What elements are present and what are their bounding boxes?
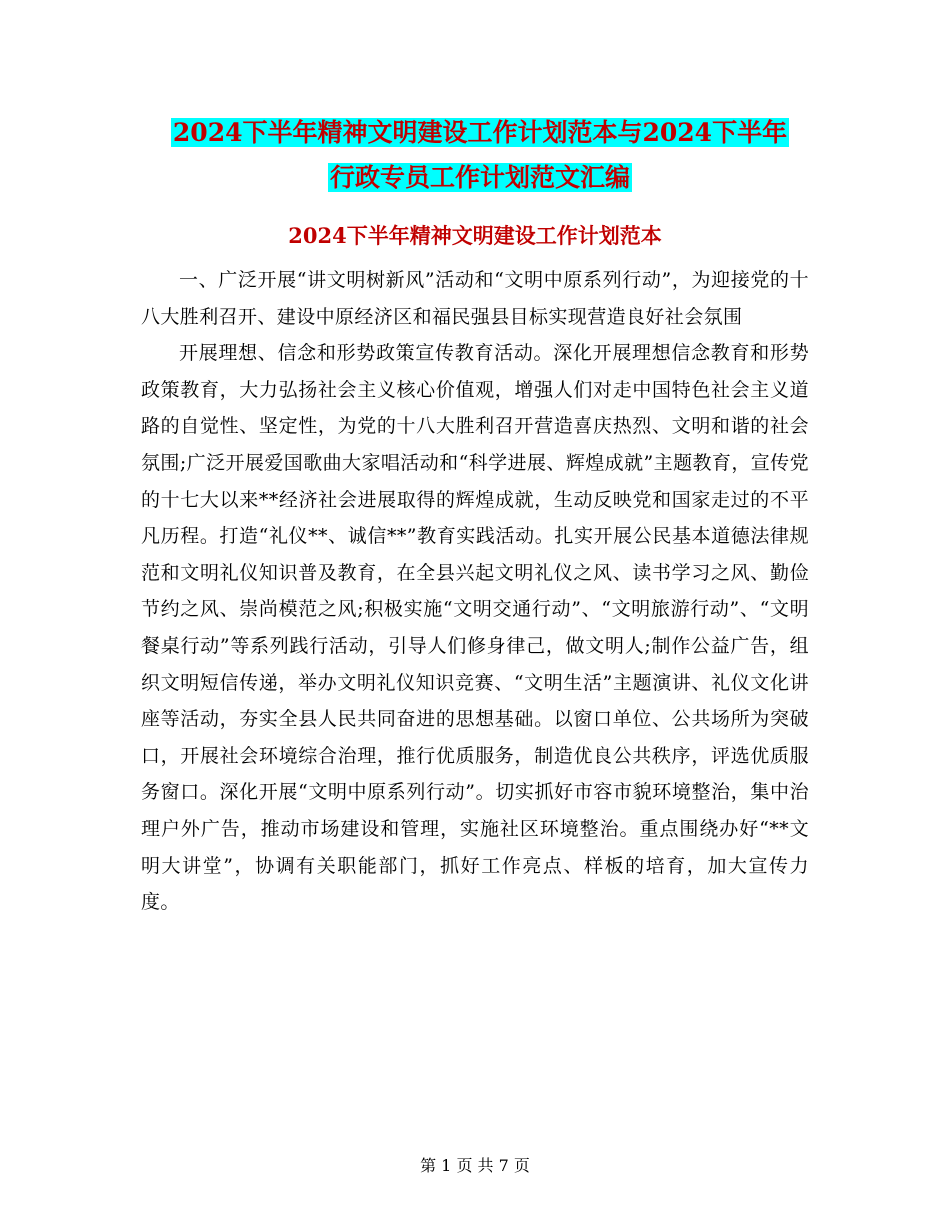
document-title (130, 110, 830, 200)
document-body (141, 262, 809, 921)
paragraph-2: 开展理想、信念和形势政策宣传教育活动。深化开展理想信念教育和形势政策教育，大力弘扬社会主义核心价值观，增强人们对走中国特色社会主义道路的自觉性、坚定性，为党的十八大胜利召开营造喜庆热烈、文明和谐的社会氛围;广泛开展爱国歌曲大家唱活动和“科学进展、辉煌成就”主题教育，宣传党的十七大以来**经济社会进展取得的辉煌成就，生动反映党和国家走过的不平凡历程。打造“礼仪**、诚信**”教育实践活动。扎实开展公民基本道德法律规范和文明礼仪知识普及教育，在全县兴起文明礼仪之风、读书学习之风、勤俭节约之风、崇尚模范之风;积极实施“文明交通行动”、“文明旅游行动”、“文明餐桌行动”等系列践行活动，引导人们修身律己，做文明人;制作公益广告，组织文明短信传递，举办文明礼仪知识竞赛、“文明生活”主题演讲、礼仪文化讲座等活动，夯实全县人民共同奋进的思想基础。以窗口单位、公共场所为突破口，开展社会环境综合治理，推行优质服务，制造优良公共秩序，评选优质服务窗口。深化开展“文明中原系列行动”。切实抓好市容市貌环境整治，集中治理户外广告，推动市场建设和管理，实施社区环境整治。重点围绕办好“**文明大讲堂”，协调有关职能部门，抓好工作亮点、样板的培育，加大宣传力度。 (141, 342, 809, 914)
section-title: 2024下半年精神文明建设工作计划范本 (288, 223, 662, 248)
document-title-line-1: 2024下半年精神文明建设工作计划范本与2024下半年 (172, 118, 788, 147)
paragraph-1: 一、广泛开展“讲文明树新风”活动和“文明中原系列行动”，为迎接党的十八大胜利召开、建设中原经济区和福民强县目标实现营造良好社会氛围 (141, 269, 809, 328)
document-title-line-2: 行政专员工作计划范文汇编 (329, 163, 630, 192)
page-number-footer: 第 1 页 共 7 页 (420, 1156, 530, 1175)
